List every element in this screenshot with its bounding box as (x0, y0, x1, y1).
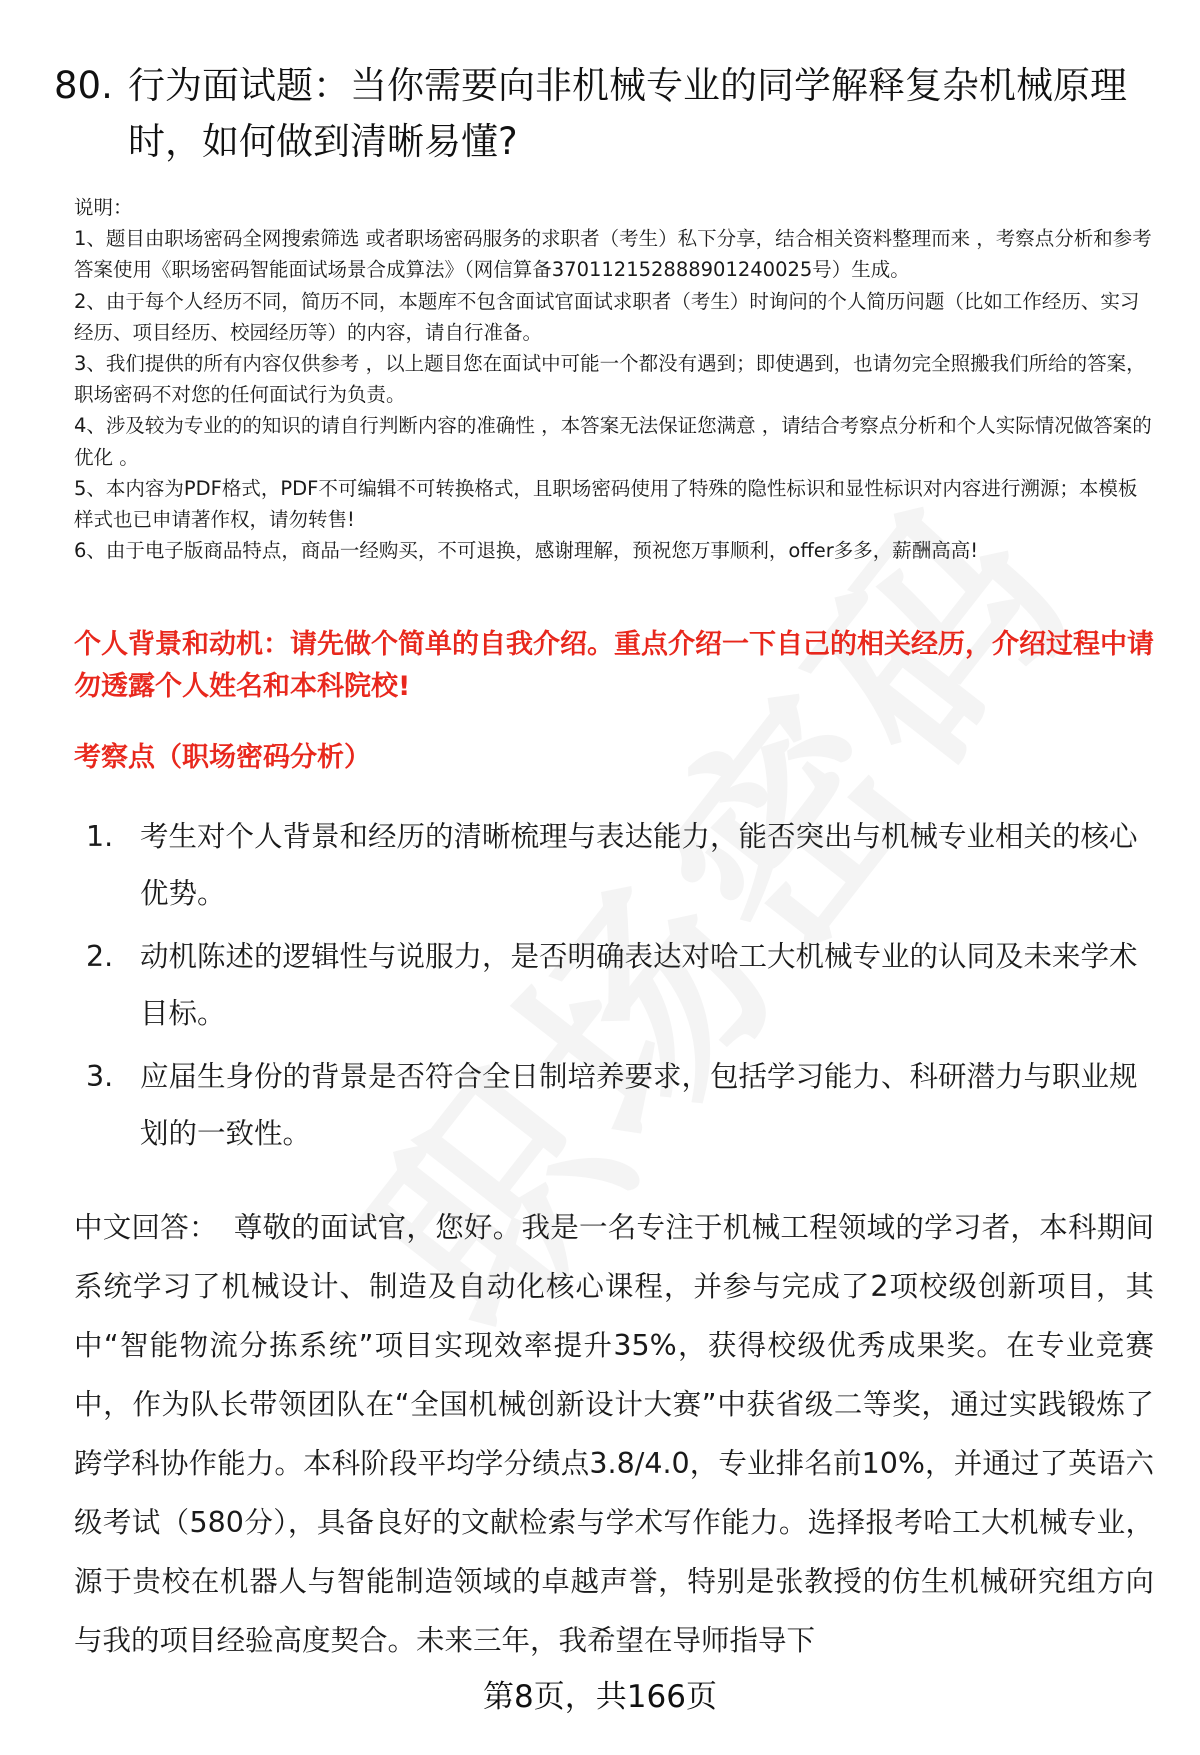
point-number: 1. (86, 820, 114, 853)
note-item: 3、我们提供的所有内容仅供参考 ，以上题目您在面试中可能一个都没有遇到；即使遇到，也请勿完全照搬我们所给的答案，职场密码不对您的任何面试行为负责。 (74, 352, 1146, 407)
note-item: 2、由于每个人经历不同，简历不同，本题库不包含面试官面试求职者（考生）时询问的个人简历问题（比如工作经历、实习经历、项目经历、校园经历等）的内容，请自行准备。 (74, 289, 1140, 344)
notes-heading: 说明： (74, 196, 133, 219)
note-item: 6、由于电子版商品特点，商品一经购买，不可退换，感谢理解，预祝您万事顺利，offer多多，薪酬高高! (74, 539, 979, 563)
analysis-point (74, 1048, 1154, 1162)
answer-text: 尊敬的面试官，您好。我是一名专注于机械工程领域的学习者，本科期间系统学习了机械设计、制造及自动化核心课程，并参与完成了2项校级创新项目，其中“智能物流分拣系统”项目实现效率提升35%，获得校级优秀成果奖。在专业竞赛中，作为队长带领团队在“全国机械创新设计大赛”中获省级二等奖，通过实践锻炼了跨学科协作能力。本科阶段平均学分绩点3.8/4.0，专业排名前10%，并通过了英语六级考试（580分），具备良好的文献检索与学术写作能力。选择报考哈工大机械专业，源于贵校在机器人与智能制造领域的卓越声誉，特别是张教授的仿生机械研究组方向与我的项目经验高度契合。未来三年，我希望在导师指导下 (74, 1211, 1154, 1657)
point-text: 动机陈述的逻辑性与说服力，是否明确表达对哈工大机械专业的认同及未来学术目标。 (140, 940, 1138, 1030)
note-item: 1、题目由职场密码全网搜索筛选 或者职场密码服务的求职者（考生）私下分享，结合相关资料整理而来 ，考察点分析和参考答案使用《职场密码智能面试场景合成算法》（网信算备370112152888901240025号）生成。 (74, 227, 1152, 282)
point-text: 应届生身份的背景是否符合全日制培养要求，包括学习能力、科研潜力与职业规划的一致性。 (140, 1060, 1138, 1150)
page-footer: 第8页，共166页 (483, 1679, 717, 1715)
point-number: 2. (86, 940, 114, 973)
point-number: 3. (86, 1060, 114, 1093)
question-number: 80. (54, 64, 113, 107)
analysis-point (74, 808, 1154, 922)
note-item: 4、涉及较为专业的的知识的请自行判断内容的准确性 ，本答案无法保证您满意 ，请结合考察点分析和个人实际情况做答案的优化 。 (74, 414, 1152, 469)
point-text: 考生对个人背景和经历的清晰梳理与表达能力，能否突出与机械专业相关的核心优势。 (140, 820, 1138, 910)
answer-block (74, 1198, 1154, 1670)
answer-label: 中文回答： (74, 1211, 218, 1244)
question-text: 行为面试题：当你需要向非机械专业的同学解释复杂机械原理时，如何做到清晰易懂? (128, 64, 1127, 163)
interview-prompt: 个人背景和动机：请先做个简单的自我介绍。重点介绍一下自己的相关经历，介绍过程中请勿透露个人姓名和本科院校! (74, 629, 1154, 702)
analysis-heading: 考察点（职场密码分析） (74, 742, 371, 773)
analysis-point (74, 928, 1154, 1042)
note-item: 5、本内容为PDF格式，PDF不可编辑不可转换格式，且职场密码使用了特殊的隐性标识和显性标识对内容进行溯源；本模板样式也已申请著作权，请勿转售! (74, 476, 1138, 532)
notes-block (74, 192, 1154, 566)
analysis-points (74, 808, 1154, 1168)
question-title (54, 58, 1144, 170)
